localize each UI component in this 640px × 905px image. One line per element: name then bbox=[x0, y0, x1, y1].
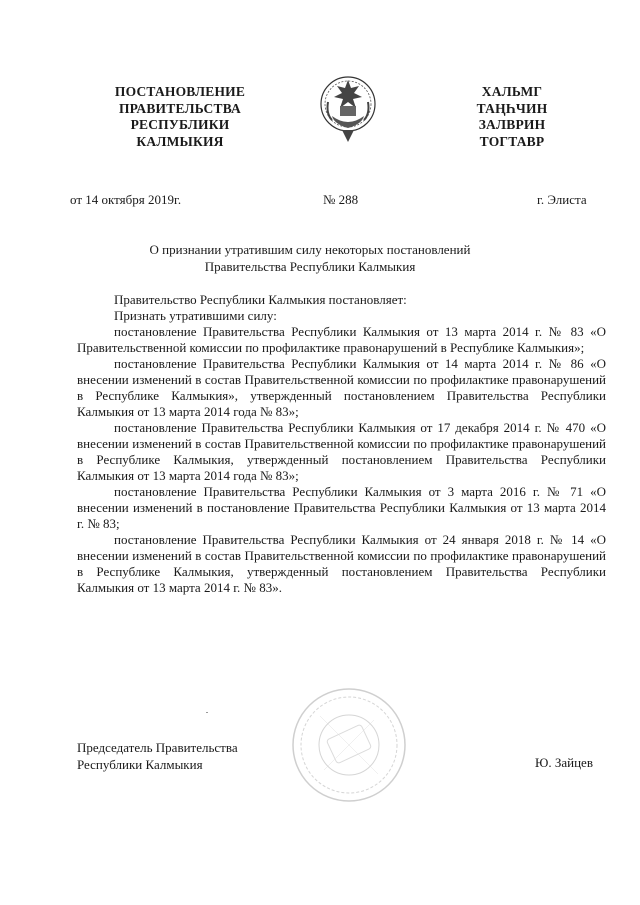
header-right-line: ТОГТАВР bbox=[479, 133, 545, 149]
coat-of-arms-icon bbox=[318, 70, 378, 146]
body-item: постановление Правительства Республики Калмыкия от 14 марта 2014 г. № 86 «О внесении изменений в состав Правительственной комиссии по профилактике правонарушений в Республике Калмыкия», утвержденный постановлением Правительства Республики Калмыкия от 13 марта 2014 года № 83»; bbox=[77, 356, 606, 419]
document-date: от 14 октября 2019г. bbox=[70, 192, 182, 207]
signatory-name: Ю. Зайцев bbox=[535, 755, 593, 770]
body-item: постановление Правительства Республики Калмыкия от 17 декабря 2014 г. № 470 «О внесении изменений в состав Правительственной комиссии по профилактике правонарушений в Республике Калмыкия, утвержденный постановлением Правительства Республики Калмыкия от 13 марта 2014 года № 83»; bbox=[77, 420, 606, 483]
body-declare: Признать утратившими силу: bbox=[114, 308, 277, 323]
header-left-title bbox=[90, 84, 270, 150]
header-left-line: ПРАВИТЕЛЬСТВА bbox=[118, 100, 241, 116]
body-item: постановление Правительства Республики Калмыкия от 24 января 2018 г. № 14 «О внесении изменений в состав Правительственной комиссии по профилактике правонарушений в Республике Калмыкия, утвержденный постановлением Правительства Республики Калмыкия от 13 марта 2014 г. № 83». bbox=[77, 532, 606, 595]
scan-speck bbox=[206, 712, 208, 713]
document-title bbox=[100, 242, 520, 275]
body-item: постановление Правительства Республики Калмыкия от 13 марта 2014 г. № 83 «О Правительственной комиссии по профилактике правонарушений в Республике Калмыкия»; bbox=[77, 324, 606, 355]
document-body bbox=[77, 292, 606, 596]
header-right-line: ТАҢҺЧИН bbox=[476, 100, 548, 116]
title-line: О признании утратившим силу некоторых постановлений bbox=[149, 242, 471, 257]
header-left-line: РЕСПУБЛИКИ bbox=[130, 117, 230, 132]
document-city: г. Элиста bbox=[537, 192, 587, 207]
header-right-line: ХАЛЬМГ bbox=[481, 84, 543, 99]
header-left-line: ПОСТАНОВЛЕНИЕ bbox=[114, 84, 246, 99]
document-number: № 288 bbox=[323, 192, 359, 207]
signatory-line: Республики Калмыкия bbox=[77, 757, 203, 772]
body-intro: Правительство Республики Калмыкия постановляет: bbox=[114, 292, 407, 307]
body-item: постановление Правительства Республики Калмыкия от 3 марта 2016 г. № 71 «О внесении изменений в постановление Правительства Республики Калмыкия от 13 марта 2014 г. № 83; bbox=[77, 484, 606, 531]
header-right-title bbox=[452, 84, 572, 150]
title-line: Правительства Республики Калмыкия bbox=[204, 258, 416, 274]
signatory-line: Председатель Правительства bbox=[77, 740, 238, 755]
signatory-position bbox=[77, 739, 238, 773]
official-seal-icon bbox=[290, 686, 408, 804]
header-right-line: ЗАЛВРИН bbox=[478, 117, 546, 132]
header-left-line: КАЛМЫКИЯ bbox=[136, 133, 224, 149]
